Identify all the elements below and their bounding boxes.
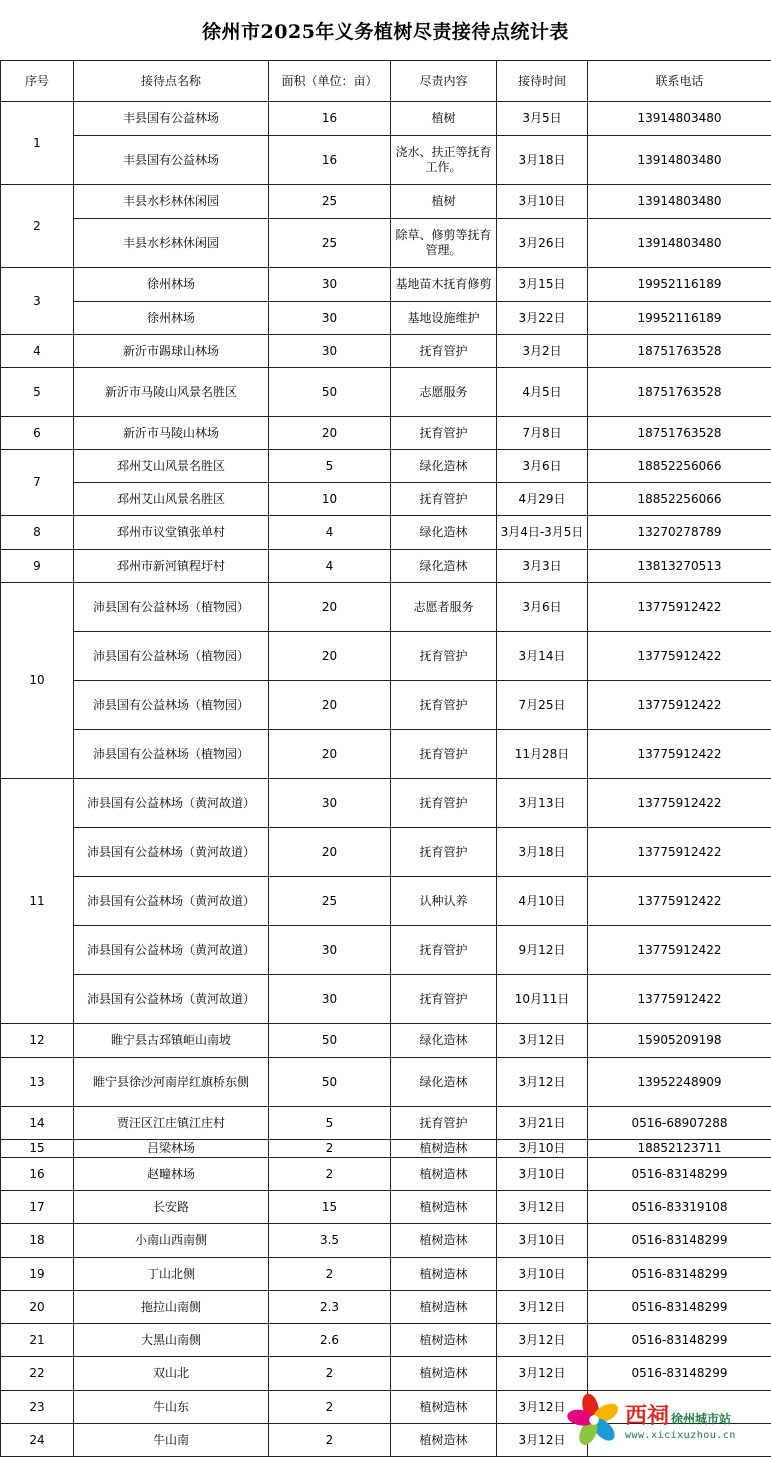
cell-content: 志愿者服务 <box>391 583 497 632</box>
cell-no: 21 <box>1 1324 74 1357</box>
cell-content: 绿化造林 <box>391 516 497 550</box>
cell-phone: 13914803480 <box>588 185 771 219</box>
table-row <box>1 368 771 417</box>
cell-date: 4月5日 <box>497 368 588 417</box>
cell-date: 3月2日 <box>497 335 588 368</box>
cell-area: 4 <box>269 550 391 583</box>
cell-date: 3月12日 <box>497 1391 588 1424</box>
cell-no: 17 <box>1 1191 74 1224</box>
cell-site-name: 新沂市踢球山林场 <box>74 335 269 368</box>
cell-site-name: 沛县国有公益林场（黄河故道） <box>74 926 269 975</box>
table-row <box>1 1191 771 1224</box>
table-row <box>1 1024 771 1058</box>
cell-area: 20 <box>269 681 391 730</box>
table-body <box>1 102 771 1457</box>
cell-no: 7 <box>1 450 74 516</box>
cell-area: 20 <box>269 583 391 632</box>
cell-content: 植树造林 <box>391 1258 497 1291</box>
cell-no: 5 <box>1 368 74 417</box>
cell-date: 3月12日 <box>497 1324 588 1357</box>
cell-area: 16 <box>269 102 391 136</box>
cell-no: 12 <box>1 1024 74 1058</box>
table-header-row <box>1 61 771 102</box>
cell-content: 植树 <box>391 185 497 219</box>
cell-area: 20 <box>269 730 391 779</box>
cell-date: 3月3日 <box>497 550 588 583</box>
cell-site-name: 沛县国有公益林场（植物园） <box>74 730 269 779</box>
cell-area: 15 <box>269 1191 391 1224</box>
cell-phone: 18852256066 <box>588 483 771 516</box>
cell-site-name: 长安路 <box>74 1191 269 1224</box>
cell-date: 9月12日 <box>497 926 588 975</box>
cell-phone: 18751763528 <box>588 335 771 368</box>
cell-no: 8 <box>1 516 74 550</box>
cell-area: 50 <box>269 368 391 417</box>
cell-content: 植树造林 <box>391 1158 497 1191</box>
table-row <box>1 550 771 583</box>
cell-content: 抚育管护 <box>391 975 497 1024</box>
cell-area: 2 <box>269 1258 391 1291</box>
cell-site-name: 牛山东 <box>74 1391 269 1424</box>
cell-date: 3月18日 <box>497 828 588 877</box>
cell-area: 5 <box>269 1107 391 1140</box>
cell-site-name: 拖拉山南侧 <box>74 1291 269 1324</box>
cell-date: 3月10日 <box>497 1140 588 1158</box>
table-row <box>1 102 771 136</box>
header-site-name: 接待点名称 <box>74 61 269 102</box>
cell-site-name: 小南山西南侧 <box>74 1224 269 1258</box>
cell-phone: 13914803480 <box>588 102 771 136</box>
cell-date: 3月12日 <box>497 1357 588 1391</box>
cell-phone: 13775912422 <box>588 926 771 975</box>
cell-date: 3月10日 <box>497 1224 588 1258</box>
table-row <box>1 450 771 483</box>
cell-content: 绿化造林 <box>391 1058 497 1107</box>
cell-site-name: 睢宁县古邳镇岠山南坡 <box>74 1024 269 1058</box>
cell-phone: 0516-83148299 <box>588 1258 771 1291</box>
table-row <box>1 1058 771 1107</box>
cell-no: 3 <box>1 268 74 335</box>
cell-area: 10 <box>269 483 391 516</box>
cell-phone: 15905209198 <box>588 1024 771 1058</box>
cell-site-name: 沛县国有公益林场（植物园） <box>74 632 269 681</box>
cell-site-name: 丰县国有公益林场 <box>74 136 269 185</box>
header-date: 接待时间 <box>497 61 588 102</box>
table-row <box>1 417 771 450</box>
cell-no: 2 <box>1 185 74 268</box>
cell-content: 抚育管护 <box>391 730 497 779</box>
cell-phone: 18852123711 <box>588 1140 771 1158</box>
cell-no: 1 <box>1 102 74 185</box>
cell-phone: 18751763528 <box>588 417 771 450</box>
cell-area: 16 <box>269 136 391 185</box>
cell-phone: 13813270513 <box>588 550 771 583</box>
cell-site-name: 邳州市新河镇程圩村 <box>74 550 269 583</box>
cell-content: 抚育管护 <box>391 1107 497 1140</box>
cell-no: 13 <box>1 1058 74 1107</box>
cell-date: 3月12日 <box>497 1058 588 1107</box>
cell-site-name: 吕梁林场 <box>74 1140 269 1158</box>
cell-phone: 0516-83148299 <box>588 1158 771 1191</box>
cell-area: 30 <box>269 268 391 302</box>
cell-content: 抚育管护 <box>391 681 497 730</box>
cell-site-name: 赵疃林场 <box>74 1158 269 1191</box>
cell-area: 5 <box>269 450 391 483</box>
cell-date: 3月18日 <box>497 136 588 185</box>
table-row <box>1 877 771 926</box>
cell-date: 3月14日 <box>497 632 588 681</box>
cell-content: 浇水、扶正等抚育工作。 <box>391 136 497 185</box>
cell-phone: 13775912422 <box>588 681 771 730</box>
table-row <box>1 1140 771 1158</box>
cell-site-name: 徐州林场 <box>74 302 269 335</box>
table-row <box>1 483 771 516</box>
cell-site-name: 沛县国有公益林场（黄河故道） <box>74 975 269 1024</box>
table-row <box>1 136 771 185</box>
cell-no: 9 <box>1 550 74 583</box>
cell-date: 3月15日 <box>497 268 588 302</box>
header-no: 序号 <box>1 61 74 102</box>
cell-content: 抚育管护 <box>391 632 497 681</box>
cell-date: 3月21日 <box>497 1107 588 1140</box>
cell-content: 除草、修剪等抚育管理。 <box>391 219 497 268</box>
cell-area: 2 <box>269 1140 391 1158</box>
cell-date: 4月10日 <box>497 877 588 926</box>
cell-site-name: 大黑山南侧 <box>74 1324 269 1357</box>
cell-date: 3月13日 <box>497 779 588 828</box>
cell-date: 3月12日 <box>497 1024 588 1058</box>
cell-area: 25 <box>269 219 391 268</box>
cell-site-name: 新沂市马陵山风景名胜区 <box>74 368 269 417</box>
cell-phone: 19952116189 <box>588 302 771 335</box>
cell-site-name: 沛县国有公益林场（黄河故道） <box>74 828 269 877</box>
cell-date: 3月10日 <box>497 1158 588 1191</box>
cell-date: 3月10日 <box>497 1258 588 1291</box>
cell-area: 25 <box>269 877 391 926</box>
cell-area: 50 <box>269 1058 391 1107</box>
cell-phone: 18852256066 <box>588 450 771 483</box>
cell-content: 抚育管护 <box>391 417 497 450</box>
site-watermark <box>565 1389 765 1451</box>
cell-date: 3月6日 <box>497 583 588 632</box>
cell-content: 植树造林 <box>391 1424 497 1457</box>
cell-no: 15 <box>1 1140 74 1158</box>
cell-area: 2 <box>269 1158 391 1191</box>
cell-content: 抚育管护 <box>391 779 497 828</box>
cell-area: 30 <box>269 335 391 368</box>
cell-content: 绿化造林 <box>391 550 497 583</box>
cell-area: 30 <box>269 975 391 1024</box>
cell-no: 18 <box>1 1224 74 1258</box>
cell-phone: 13775912422 <box>588 583 771 632</box>
table-row <box>1 730 771 779</box>
cell-site-name: 徐州林场 <box>74 268 269 302</box>
cell-date: 3月6日 <box>497 450 588 483</box>
table-row <box>1 583 771 632</box>
cell-phone: 0516-83148299 <box>588 1357 771 1391</box>
watermark-site-name: 徐州城市站 <box>671 1410 731 1427</box>
cell-phone: 13952248909 <box>588 1058 771 1107</box>
cell-date: 3月12日 <box>497 1291 588 1324</box>
header-area: 面积（单位：亩） <box>269 61 391 102</box>
cell-area: 3.5 <box>269 1224 391 1258</box>
cell-site-name: 丰县水杉林休闲园 <box>74 219 269 268</box>
cell-content: 抚育管护 <box>391 926 497 975</box>
table-row <box>1 516 771 550</box>
table-row <box>1 828 771 877</box>
table-row <box>1 1224 771 1258</box>
cell-area: 4 <box>269 516 391 550</box>
cell-date: 3月26日 <box>497 219 588 268</box>
cell-site-name: 牛山南 <box>74 1424 269 1457</box>
cell-area: 2 <box>269 1424 391 1457</box>
cell-area: 20 <box>269 417 391 450</box>
pinwheel-logo-icon <box>565 1391 623 1449</box>
cell-no: 10 <box>1 583 74 779</box>
cell-area: 50 <box>269 1024 391 1058</box>
cell-no: 6 <box>1 417 74 450</box>
cell-no: 11 <box>1 779 74 1024</box>
cell-date: 4月29日 <box>497 483 588 516</box>
cell-content: 志愿服务 <box>391 368 497 417</box>
cell-date: 11月28日 <box>497 730 588 779</box>
cell-site-name: 丰县水杉林休闲园 <box>74 185 269 219</box>
table-row <box>1 302 771 335</box>
cell-no: 20 <box>1 1291 74 1324</box>
cell-date: 3月10日 <box>497 185 588 219</box>
cell-date: 3月4日-3月5日 <box>497 516 588 550</box>
cell-site-name: 沛县国有公益林场（黄河故道） <box>74 877 269 926</box>
cell-content: 植树造林 <box>391 1291 497 1324</box>
cell-phone: 0516-83148299 <box>588 1291 771 1324</box>
cell-phone: 18751763528 <box>588 368 771 417</box>
cell-no: 16 <box>1 1158 74 1191</box>
table-row <box>1 219 771 268</box>
cell-area: 20 <box>269 632 391 681</box>
cell-site-name: 邳州艾山风景名胜区 <box>74 483 269 516</box>
table-row <box>1 779 771 828</box>
cell-site-name: 沛县国有公益林场（植物园） <box>74 583 269 632</box>
cell-area: 30 <box>269 926 391 975</box>
cell-phone: 0516-68907288 <box>588 1107 771 1140</box>
cell-content: 植树造林 <box>391 1391 497 1424</box>
cell-content: 基地设施维护 <box>391 302 497 335</box>
table-row <box>1 1107 771 1140</box>
cell-phone: 13775912422 <box>588 828 771 877</box>
cell-site-name: 贾汪区江庄镇江庄村 <box>74 1107 269 1140</box>
cell-phone: 13775912422 <box>588 730 771 779</box>
cell-no: 24 <box>1 1424 74 1457</box>
cell-content: 抚育管护 <box>391 828 497 877</box>
table-row <box>1 1357 771 1391</box>
cell-area: 2 <box>269 1391 391 1424</box>
cell-phone: 0516-83148299 <box>588 1224 771 1258</box>
cell-area: 30 <box>269 302 391 335</box>
statistics-table <box>0 60 771 1457</box>
watermark-logo-text: 西祠 <box>625 1399 669 1430</box>
cell-no: 19 <box>1 1258 74 1291</box>
table-row <box>1 268 771 302</box>
cell-phone: 13775912422 <box>588 632 771 681</box>
cell-area: 30 <box>269 779 391 828</box>
cell-date: 3月12日 <box>497 1424 588 1457</box>
cell-no: 23 <box>1 1391 74 1424</box>
cell-content: 认种认养 <box>391 877 497 926</box>
table-row <box>1 185 771 219</box>
table-row <box>1 1258 771 1291</box>
page-title: 徐州市2025年义务植树尽责接待点统计表 <box>0 0 771 60</box>
cell-date: 3月5日 <box>497 102 588 136</box>
cell-content: 植树造林 <box>391 1324 497 1357</box>
cell-date: 7月8日 <box>497 417 588 450</box>
cell-content: 植树造林 <box>391 1191 497 1224</box>
table-row <box>1 926 771 975</box>
cell-area: 2.3 <box>269 1291 391 1324</box>
cell-phone: 0516-83319108 <box>588 1191 771 1224</box>
cell-phone: 19952116189 <box>588 268 771 302</box>
cell-site-name: 丁山北侧 <box>74 1258 269 1291</box>
cell-no: 22 <box>1 1357 74 1391</box>
cell-site-name: 沛县国有公益林场（植物园） <box>74 681 269 730</box>
cell-no: 4 <box>1 335 74 368</box>
table-row <box>1 335 771 368</box>
cell-content: 植树造林 <box>391 1357 497 1391</box>
cell-content: 植树造林 <box>391 1224 497 1258</box>
cell-date: 3月22日 <box>497 302 588 335</box>
table-row <box>1 975 771 1024</box>
table-row <box>1 1158 771 1191</box>
watermark-url: www.xicixuzhou.cn <box>625 1430 736 1441</box>
cell-site-name: 邳州艾山风景名胜区 <box>74 450 269 483</box>
cell-phone: 13775912422 <box>588 975 771 1024</box>
cell-site-name: 双山北 <box>74 1357 269 1391</box>
table-row <box>1 632 771 681</box>
cell-phone: 13775912422 <box>588 779 771 828</box>
cell-area: 2.6 <box>269 1324 391 1357</box>
cell-content: 绿化造林 <box>391 450 497 483</box>
cell-phone: 13270278789 <box>588 516 771 550</box>
cell-date: 7月25日 <box>497 681 588 730</box>
cell-content: 抚育管护 <box>391 483 497 516</box>
cell-site-name: 新沂市马陵山林场 <box>74 417 269 450</box>
cell-date: 10月11日 <box>497 975 588 1024</box>
header-content: 尽责内容 <box>391 61 497 102</box>
cell-site-name: 沛县国有公益林场（黄河故道） <box>74 779 269 828</box>
cell-content: 绿化造林 <box>391 1024 497 1058</box>
header-phone: 联系电话 <box>588 61 771 102</box>
cell-phone: 13775912422 <box>588 877 771 926</box>
cell-site-name: 丰县国有公益林场 <box>74 102 269 136</box>
cell-phone: 13914803480 <box>588 219 771 268</box>
cell-content: 植树 <box>391 102 497 136</box>
cell-content: 抚育管护 <box>391 335 497 368</box>
cell-content: 植树造林 <box>391 1140 497 1158</box>
cell-area: 20 <box>269 828 391 877</box>
cell-phone: 13914803480 <box>588 136 771 185</box>
cell-date: 3月12日 <box>497 1191 588 1224</box>
cell-area: 25 <box>269 185 391 219</box>
cell-site-name: 邳州市议堂镇张单村 <box>74 516 269 550</box>
cell-site-name: 睢宁县徐沙河南岸红旗桥东侧 <box>74 1058 269 1107</box>
cell-content: 基地苗木抚育修剪 <box>391 268 497 302</box>
table-row <box>1 1324 771 1357</box>
cell-no: 14 <box>1 1107 74 1140</box>
cell-area: 2 <box>269 1357 391 1391</box>
table-row <box>1 681 771 730</box>
cell-phone: 0516-83148299 <box>588 1324 771 1357</box>
table-row <box>1 1291 771 1324</box>
